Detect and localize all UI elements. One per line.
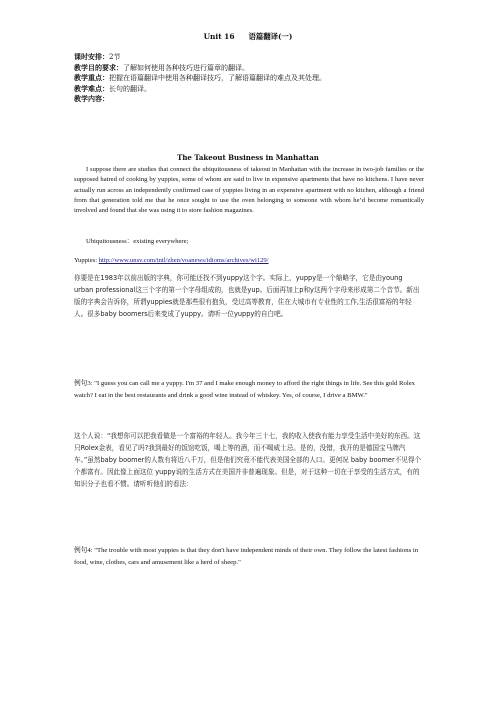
article-body: I suppose there are studies that connect the ubiquitousness of takeout in Manhattan with the increase in two-job families or the supposed hatred of cooking by yuppies, some of whom are said to live in expensive apartments that have no kitchens. I have never actually run across an independently confirmed case of yuppies living in an expensive apartment with no kitchen, although a friend from that generation told me that he once sought to use the oven belonging to someone with whom he’d become romantically involved and found that she was using it to store fashion magazines. [74, 166, 424, 215]
source-link[interactable]: http://www.unsv.com/intl/zhen/voanews/idioms/archives/wi129/ [98, 257, 269, 264]
chinese-paragraph-1: 你要是在1983年以前出版的字典，你可能还找不到yuppy这个字。实际上，yuppy是一个缩略字，它是由young urban professional这三个字的第一个字母组成的，也就是yup。后面再加上p和y这两个字母来形成第二个音节。新出版的字典会告诉你，所谓yuppies就是那些很有抱负，受过高等教育，住在大城市有专业性的工作,生活很富裕的年轻人。很多baby boomers后来变成了yuppy。请听一位yuppy的自白吧。 [74, 274, 420, 318]
meta-schedule: 课时安排：2节 [74, 52, 121, 61]
article-title: The Takeout Business in Manhattan [177, 153, 319, 162]
yuppies-label: Yuppies: [74, 257, 99, 264]
lesson-meta [74, 52, 434, 105]
yuppies-source [74, 256, 424, 266]
example-4: 例句4: "The trouble with most yuppies is that they don't have independent minds of their own. They follow the latest fashions in food, wine, clothes, cars and amusement like a herd of sheep." [74, 547, 419, 566]
page-title [0, 31, 496, 42]
meta-objective: 教学目的要求：了解如何使用各种技巧进行篇章的翻译。 [74, 62, 249, 72]
meta-content: 教学内容： [74, 94, 109, 103]
vocab-gloss: Ubiquitousness：existing everywhere; [86, 238, 189, 245]
unit-topic: 语篇翻译(一) [248, 32, 293, 41]
meta-difficulty: 教学难点：长句的翻译。 [74, 83, 151, 93]
meta-focus: 教学重点：把握在语篇翻译中使用各种翻译技巧，了解语篇翻译的难点及其处理。 [74, 73, 326, 82]
chinese-paragraph-2: 这个人说：“我想你可以把我看做是一个富裕的年轻人。我今年三十七，我的收入使我有能力享受生活中美好的东西。这只Rolex金表，看见了吗?我到最好的饭馆吃饭，喝上等的酒，而不喝威士忌。是的，没错，我开的是德国宝马牌汽车。”虽然baby boomer的人数有将近八千万，但是他们究竟不能代表美国全部的人口。更何况 baby boomer不见得个个都富有。因此像上面这位 yuppy说的生活方式在美国并非普遍现象。但是，对于这种一切在于享受的生活方式，有的知识分子也看不惯。请听听他们的看法： [74, 432, 422, 488]
unit-number: Unit 16 [203, 32, 235, 41]
example-3: 例句3: "I guess you can call me a yuppy. I'm 37 and I make enough money to afford the right things in life. See this gold Rolex watch? I eat in the best restaurants and drink a good wine instead of whiskey. Yes, of course, I drive a BMW." [74, 380, 416, 399]
